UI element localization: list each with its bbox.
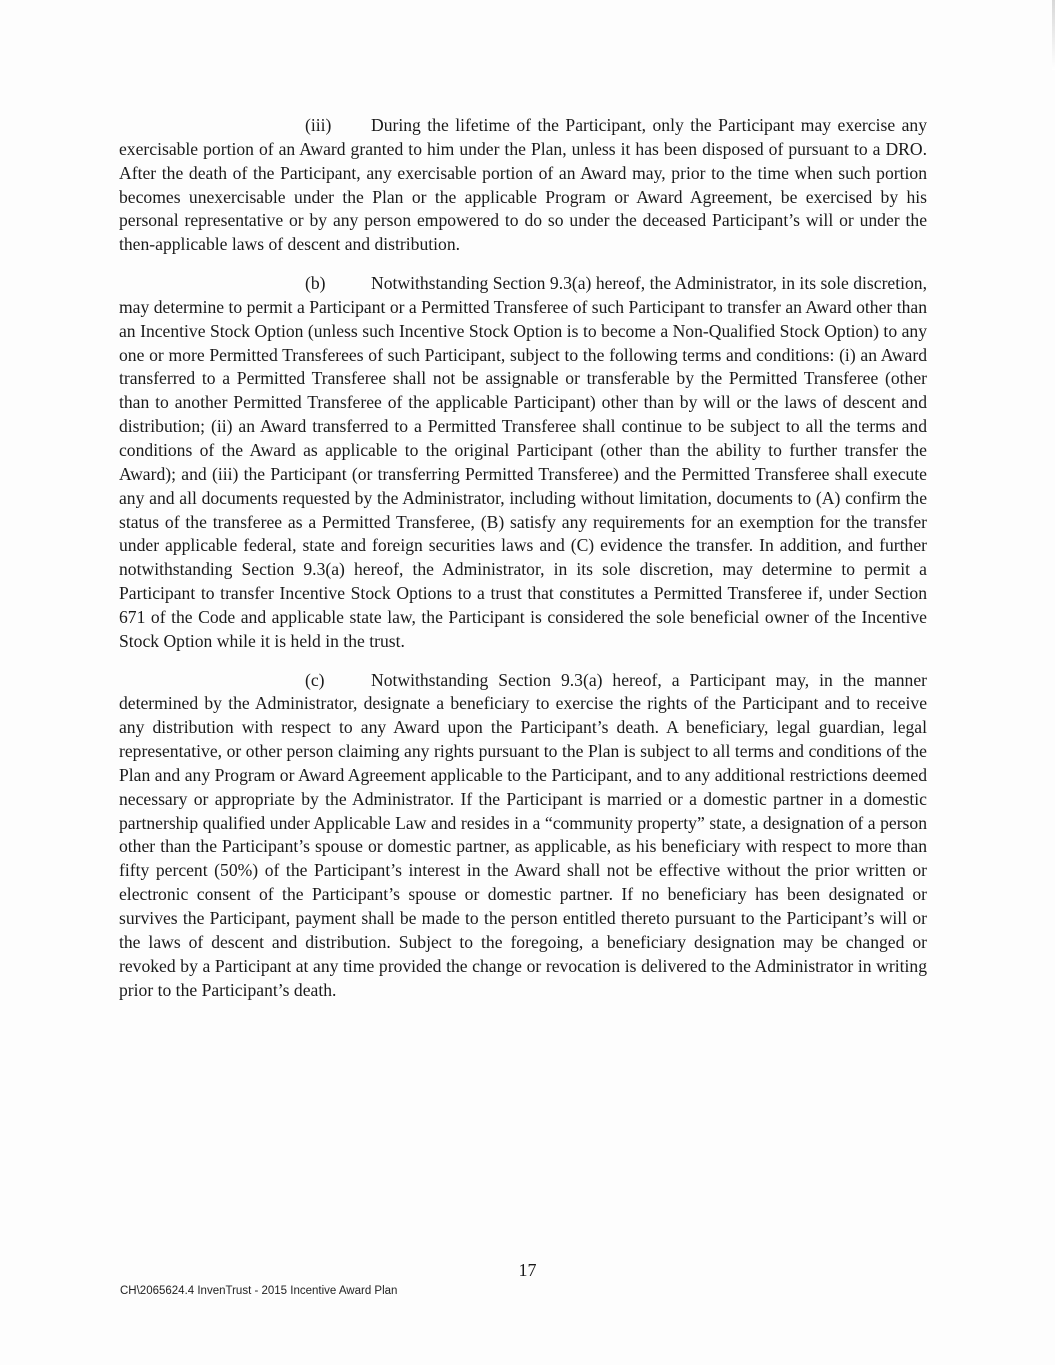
paragraph-text: During the lifetime of the Participant, only the Participant may exercise any exercisable portion of an Award granted to him under the Plan, unless it has been disposed of pursuant to a DRO. After the death of the Participant, any exercisable portion of an Award may, prior to the time when such portion becomes unexercisable under the Plan or the applicable Program or Award Agreement, be exercised by his personal representative or by any person empowered to do so under the deceased Participant’s will or under the then-applicable laws of descent and distribution. — [119, 115, 927, 255]
paragraph-marker: (iii) — [305, 115, 332, 135]
footer-document-id: CH\2065624.4 InvenTrust - 2015 Incentive Award Plan — [120, 1285, 398, 1297]
paragraph-b — [119, 272, 927, 654]
paragraph-marker: (c) — [305, 669, 325, 690]
paragraph-iii — [119, 114, 927, 257]
page-number: 17 — [518, 1260, 537, 1280]
paragraph-text: Notwithstanding Section 9.3(a) hereof, the Administrator, in its sole discretion, may determine to permit a Participant or a Permitted Transferee of such Participant to transfer an Award other than an Incentive Stock Option (unless such Incentive Stock Option is to become a Non-Qualified Stock Option) to any one or more Permitted Transferees of such Participant, subject to the following terms and conditions: (i) an Award transferred to a Permitted Transferee shall not be assignable or transferable by the Permitted Transferee (other than to another Permitted Transferee of the applicable Participant) other than by will or the laws of descent and distribution; (ii) an Award transferred to a Permitted Transferee shall continue to be subject to all the terms and conditions of the Award as applicable to the original Participant (other than the ability to further transfer the Award); and (iii) the Participant (or transferring Permitted Transferee) and the Permitted Transferee shall execute any and all documents requested by the Administrator, including without limitation, documents to (A) confirm the status of the transferee as a Permitted Transferee, (B) satisfy any requirements for an exemption for the transfer under applicable federal, state and foreign securities laws and (C) evidence the transfer. In addition, and further notwithstanding Section 9.3(a) hereof, the Administrator, in its sole discretion, may determine to permit a Participant to transfer Incentive Stock Options to a trust that constitutes a Permitted Transferee if, under Section 671 of the Code and applicable state law, the Participant is considered the sole beneficial owner of the Incentive Stock Option while it is held in the trust. — [119, 273, 927, 651]
document-body — [119, 114, 927, 1002]
paragraph-marker: (b) — [305, 273, 326, 294]
paragraph-text: Notwithstanding Section 9.3(a) hereof, a Participant may, in the manner determined by the Administrator, designate a beneficiary to exercise the rights of the Participant and to receive any distribution with respect to any Award upon the Participant’s death. A beneficiary, legal guardian, legal representative, or other person claiming any rights pursuant to the Plan is subject to all terms and conditions of the Plan and any Program or Award Agreement applicable to the Participant, and to any additional restrictions deemed necessary or appropriate by the Administrator. If the Participant is married or a domestic partner in a domestic partnership qualified under Applicable Law and resides in a “community property” state, a designation of a person other than the Participant’s spouse or domestic partner, as applicable, as his beneficiary with respect to more than fifty percent (50%) of the Participant’s interest in the Award shall not be effective without the prior written or electronic consent of the Participant’s spouse or domestic partner. If no beneficiary has been designated or survives the Participant, payment shall be made to the person entitled thereto pursuant to the Participant’s will or the laws of descent and distribution. Subject to the foregoing, a beneficiary designation may be changed or revoked by a Participant at any time provided the change or revocation is delivered to the Administrator in writing prior to the Participant’s death. — [119, 669, 927, 1000]
paragraph-c — [119, 669, 927, 1003]
